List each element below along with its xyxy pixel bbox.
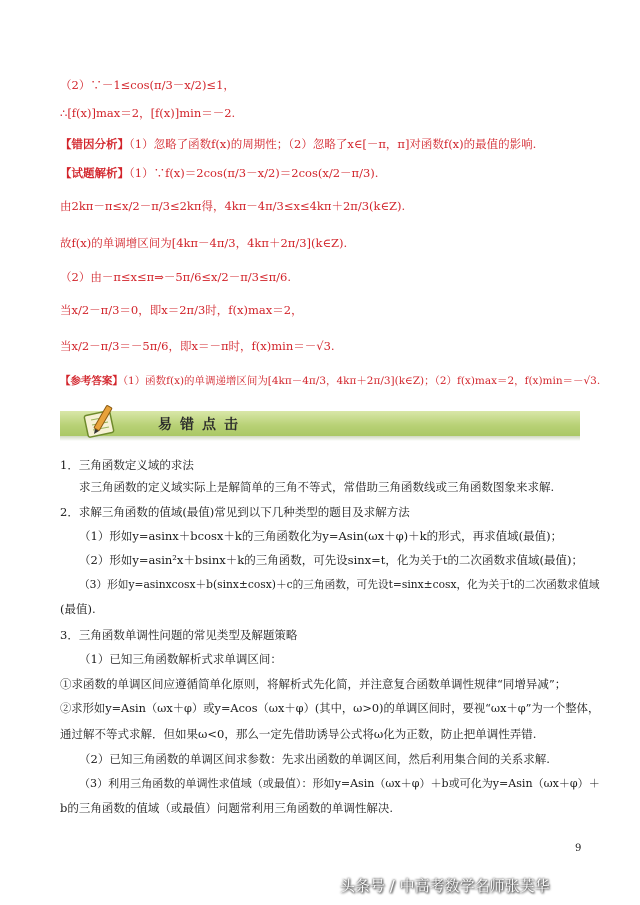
- point3-item3-line1: （3）利用三角函数的单调性求值域（或最值）：形如y=Asin（ωx＋φ）＋b或可化为y=Asin（ωx＋φ）＋: [79, 777, 600, 790]
- point2-item2: （2）形如y=asin²x＋bsinx＋k的三角函数，可先设sinx=t，化为关于t的二次函数求值域(最值)；: [79, 553, 584, 567]
- point3-item3-line2: b的三角函数的值域（或最值）问题常利用三角函数的单调性解决.: [60, 801, 394, 815]
- banner-bar: [60, 411, 580, 437]
- reference-answer-tag: 【参考答案】: [60, 375, 123, 387]
- pencil-notebook-icon: [80, 403, 120, 441]
- trial-solution-line2: 由2kπ－π≤x/2－π/3≤2kπ得，4kπ－4π/3≤x≤4kπ＋2π/3(k∈Z).: [60, 199, 406, 213]
- banner-title: 易错点击: [158, 417, 246, 433]
- error-analysis: [60, 137, 536, 151]
- section-banner: [60, 403, 580, 441]
- reference-answer: [60, 374, 600, 388]
- trial-solution-line3: 故f(x)的单调增区间为[4kπ－4π/3，4kπ＋2π/3](k∈Z).: [60, 236, 348, 250]
- point2-item1: （1）形如y=asinx＋bcosx＋k的三角函数化为y=Asin(ωx＋φ)＋k的形式，再求值域(最值)；: [79, 529, 563, 543]
- watermark: 头条号 / 中高考数学名师张芙华: [340, 877, 550, 895]
- error-analysis-tag: 【错因分析】: [60, 137, 129, 151]
- trial-solution-text1: （1）∵f(x)＝2cos(π/3－x/2)＝2cos(x/2－π/3).: [129, 166, 379, 180]
- trial-solution-tag: 【试题解析】: [60, 166, 129, 180]
- point3-item1-sub1: ①求函数的单调区间应遵循简单化原则，将解析式先化简，并注意复合函数单调性规律“同增异减”；: [60, 677, 567, 691]
- trial-solution-line1: [60, 166, 378, 180]
- page-number: 9: [575, 843, 582, 854]
- point3-item1-sub2-line2: 通过解不等式求解．但如果ω<0，那么一定先借助诱导公式将ω化为正数，防止把单调性弄错.: [60, 727, 537, 741]
- point3-title: 3．三角函数单调性问题的常见类型及解题策略: [60, 628, 298, 642]
- point3-item2: （2）已知三角函数的单调区间求参数：先求出函数的单调区间，然后利用集合间的关系求解.: [79, 752, 550, 766]
- point3-item1: （1）已知三角函数解析式求单调区间：: [79, 652, 282, 666]
- point2-title: 2．求解三角函数的值域(最值)常见到以下几种类型的题目及求解方法: [60, 505, 410, 519]
- point1-title: 1．三角函数定义域的求法: [60, 458, 194, 472]
- point3-item1-sub2-line1: ②求形如y=Asin（ωx＋φ）或y=Acos（ωx＋φ）(其中，ω>0)的单调区间时，要视“ωx＋φ”为一个整体，: [60, 702, 600, 715]
- banner-shadow: [60, 436, 580, 441]
- solution-part2-line1: （2）∵－1≤cos(π/3－x/2)≤1，: [60, 78, 235, 92]
- point2-item3-line1: （3）形如y=asinxcosx＋b(sinx±cosx)＋c的三角函数，可先设t=sinx±cosx，化为关于t的二次函数求值域: [79, 578, 600, 591]
- trial-solution-line5: 当x/2－π/3＝0，即x＝2π/3时，f(x)max＝2，: [60, 303, 303, 317]
- point2-item3-line2: (最值).: [60, 602, 96, 616]
- error-analysis-text: （1）忽略了函数f(x)的周期性；（2）忽略了x∈[－π，π]对函数f(x)的最值的影响.: [129, 137, 537, 151]
- solution-part2-line2: ∴[f(x)]max＝2，[f(x)]min＝－2.: [60, 106, 236, 120]
- point1-text: 求三角函数的定义域实际上是解简单的三角不等式，常借助三角函数线或三角函数图象来求解.: [79, 480, 555, 494]
- reference-answer-text: （1）函数f(x)的单调递增区间为[4kπ－4π/3，4kπ＋2π/3](k∈Z)；（2）f(x)max＝2，f(x)min＝－√3.: [122, 375, 601, 387]
- trial-solution-line4: （2）由－π≤x≤π⇒－5π/6≤x/2－π/3≤π/6.: [60, 270, 291, 284]
- trial-solution-line6: 当x/2－π/3＝－5π/6，即x＝－π时，f(x)min＝－√3.: [60, 339, 335, 353]
